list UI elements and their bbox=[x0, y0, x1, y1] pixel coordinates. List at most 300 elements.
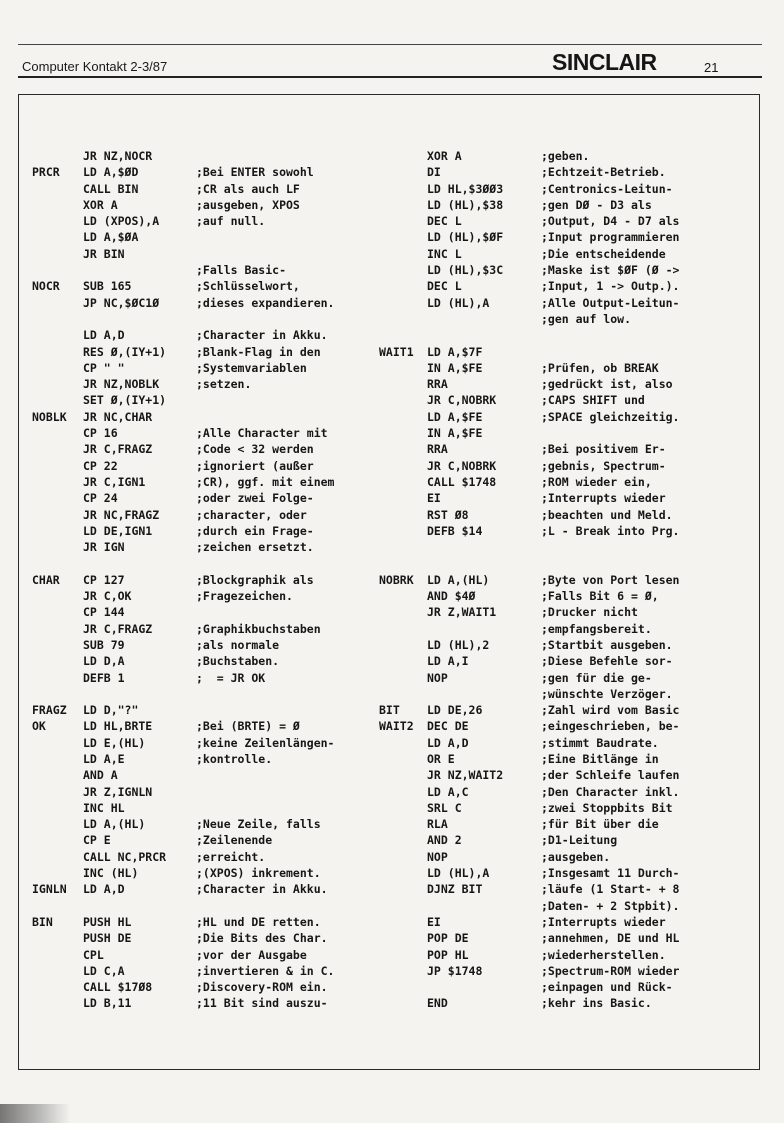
code-line bbox=[32, 507, 372, 523]
code-instruction: AND A bbox=[83, 768, 118, 783]
code-instruction: LD D,"?" bbox=[83, 703, 139, 718]
code-label: NOCR bbox=[32, 279, 60, 294]
code-instruction: LD A,C bbox=[427, 784, 469, 799]
code-line bbox=[32, 963, 372, 979]
code-instruction: LD (HL),A bbox=[427, 866, 490, 881]
code-comment: ;empfangsbereit. bbox=[541, 621, 652, 636]
code-comment: ;Zeilenende bbox=[196, 833, 273, 848]
code-line bbox=[379, 621, 749, 637]
code-line bbox=[379, 392, 749, 408]
code-instruction: JR Z,WAIT1 bbox=[427, 605, 497, 620]
code-line bbox=[379, 767, 749, 783]
code-comment: ;character, oder bbox=[196, 507, 307, 522]
code-comment: ;keine Zeilenlängen- bbox=[196, 735, 335, 750]
code-instruction: LD (HL),A bbox=[427, 295, 490, 310]
code-instruction: DEC L bbox=[427, 279, 462, 294]
code-instruction: NOP bbox=[427, 670, 448, 685]
code-instruction: CP 144 bbox=[83, 605, 125, 620]
code-line bbox=[379, 963, 749, 979]
code-comment: ;Die Bits des Char. bbox=[196, 931, 328, 946]
code-instruction: LD A,$7F bbox=[427, 344, 483, 359]
code-line bbox=[32, 278, 372, 294]
code-comment: ;ignoriert (außer bbox=[196, 458, 314, 473]
code-comment: ;wiederherstellen. bbox=[541, 947, 666, 962]
code-comment: ;Maske ist $ØF (Ø -> bbox=[541, 263, 680, 278]
code-line bbox=[379, 849, 749, 865]
code-comment: ;Falls Bit 6 = Ø, bbox=[541, 589, 659, 604]
code-line bbox=[32, 409, 372, 425]
code-instruction: LD D,A bbox=[83, 654, 125, 669]
code-comment: ;Systemvariablen bbox=[196, 360, 307, 375]
code-comment: ;Bei (BRTE) = Ø bbox=[196, 719, 300, 734]
code-instruction: RST Ø8 bbox=[427, 507, 469, 522]
code-comment: ;setzen. bbox=[196, 377, 252, 392]
code-instruction: LD A,(HL) bbox=[427, 572, 490, 587]
code-line bbox=[379, 474, 749, 490]
code-comment: ;zeichen ersetzt. bbox=[196, 540, 314, 555]
code-comment: ;(XPOS) inkrement. bbox=[196, 866, 321, 881]
code-instruction: DJNZ BIT bbox=[427, 882, 483, 897]
code-instruction: LD A,E bbox=[83, 751, 125, 766]
code-line bbox=[32, 718, 372, 734]
code-comment: ;Interrupts wieder bbox=[541, 491, 666, 506]
code-instruction: JR C,NOBRK bbox=[427, 458, 497, 473]
code-line bbox=[379, 816, 749, 832]
code-instruction: LD E,(HL) bbox=[83, 735, 146, 750]
code-instruction: EI bbox=[427, 491, 441, 506]
code-instruction: XOR A bbox=[427, 149, 462, 163]
code-instruction: CP " " bbox=[83, 360, 125, 375]
code-comment: ;Neue Zeile, falls bbox=[196, 817, 321, 832]
code-comment: ;Discovery-ROM ein. bbox=[196, 980, 328, 995]
code-instruction: NOP bbox=[427, 849, 448, 864]
code-line bbox=[32, 441, 372, 457]
code-instruction: LD HL,$3ØØ3 bbox=[427, 181, 504, 196]
code-comment: ;als normale bbox=[196, 637, 280, 652]
code-line bbox=[379, 458, 749, 474]
code-comment: ;Startbit ausgeben. bbox=[541, 637, 673, 652]
code-comment: ;Output, D4 - D7 als bbox=[541, 214, 680, 229]
scan-shadow bbox=[0, 1104, 70, 1123]
code-instruction: LD C,A bbox=[83, 963, 125, 978]
code-comment: ;Byte von Port lesen bbox=[541, 572, 680, 587]
code-line bbox=[379, 751, 749, 767]
code-instruction: CP 127 bbox=[83, 572, 125, 587]
code-line bbox=[379, 262, 749, 278]
code-line bbox=[32, 229, 372, 245]
code-comment: ;L - Break into Prg. bbox=[541, 523, 680, 538]
code-line bbox=[379, 947, 749, 963]
code-instruction: JR C,FRAGZ bbox=[83, 621, 153, 636]
code-instruction: LD DE,26 bbox=[427, 703, 483, 718]
code-instruction: LD (HL),2 bbox=[427, 637, 490, 652]
code-comment: ;Diese Befehle sor- bbox=[541, 654, 673, 669]
code-instruction: JR Z,IGNLN bbox=[83, 784, 153, 799]
code-comment: ;Character in Akku. bbox=[196, 882, 328, 897]
code-comment: ;Code < 32 werden bbox=[196, 442, 314, 457]
code-line bbox=[32, 670, 372, 686]
code-comment: ;Spectrum-ROM wieder bbox=[541, 963, 680, 978]
code-line bbox=[379, 588, 749, 604]
code-comment: ;SPACE gleichzeitig. bbox=[541, 409, 680, 424]
code-line bbox=[379, 718, 749, 734]
code-comment: ;Prüfen, ob BREAK bbox=[541, 360, 659, 375]
listing-column-left bbox=[32, 148, 372, 1012]
code-comment: ;gen für die ge- bbox=[541, 670, 652, 685]
code-line bbox=[32, 474, 372, 490]
code-line bbox=[379, 686, 749, 702]
code-instruction: JR C,FRAGZ bbox=[83, 442, 153, 457]
code-comment: ;Input programmieren bbox=[541, 230, 680, 245]
code-comment: ;CR als auch LF bbox=[196, 181, 300, 196]
code-line bbox=[32, 376, 372, 392]
code-comment: ;dieses expandieren. bbox=[196, 295, 335, 310]
code-line bbox=[379, 930, 749, 946]
code-instruction: LD HL,BRTE bbox=[83, 719, 153, 734]
code-instruction: LD A,$ØD bbox=[83, 165, 139, 180]
code-comment: ;stimmt Baudrate. bbox=[541, 735, 659, 750]
code-label: WAIT2 bbox=[379, 719, 414, 734]
code-line bbox=[32, 865, 372, 881]
code-instruction: LD DE,IGN1 bbox=[83, 523, 153, 538]
code-instruction: DEFB $14 bbox=[427, 523, 483, 538]
code-line bbox=[379, 702, 749, 718]
code-instruction: SUB 165 bbox=[83, 279, 132, 294]
code-comment: ;Den Character inkl. bbox=[541, 784, 680, 799]
code-line bbox=[32, 930, 372, 946]
code-instruction: CP 22 bbox=[83, 458, 118, 473]
code-instruction: INC HL bbox=[83, 800, 125, 815]
code-comment: ;erreicht. bbox=[196, 849, 266, 864]
code-instruction: POP HL bbox=[427, 947, 469, 962]
code-comment: ;durch ein Frage- bbox=[196, 523, 314, 538]
code-line bbox=[32, 604, 372, 620]
code-comment: ;Zahl wird vom Basic bbox=[541, 703, 680, 718]
code-comment: ;kehr ins Basic. bbox=[541, 996, 652, 1011]
code-instruction: CALL NC,PRCR bbox=[83, 849, 167, 864]
code-label: PRCR bbox=[32, 165, 60, 180]
code-instruction: DI bbox=[427, 165, 441, 180]
code-line bbox=[32, 995, 372, 1011]
code-line bbox=[379, 637, 749, 653]
code-instruction: PUSH DE bbox=[83, 931, 132, 946]
code-comment: ;der Schleife laufen bbox=[541, 768, 680, 783]
code-line bbox=[32, 767, 372, 783]
code-instruction: AND 2 bbox=[427, 833, 462, 848]
code-instruction: DEC DE bbox=[427, 719, 469, 734]
code-line bbox=[32, 914, 372, 930]
code-line bbox=[379, 914, 749, 930]
publication-title: Computer Kontakt 2-3/87 bbox=[22, 59, 168, 74]
code-line bbox=[379, 311, 749, 327]
code-comment: ;ausgeben, XPOS bbox=[196, 197, 300, 212]
code-line bbox=[379, 441, 749, 457]
code-instruction: DEFB 1 bbox=[83, 670, 125, 685]
code-comment: ;kontrolle. bbox=[196, 751, 273, 766]
code-comment: ;zwei Stoppbits Bit bbox=[541, 800, 673, 815]
code-comment: ;Schlüsselwort, bbox=[196, 279, 300, 294]
code-line bbox=[379, 735, 749, 751]
code-line bbox=[32, 947, 372, 963]
code-comment: ;Alle Character mit bbox=[196, 426, 328, 441]
code-instruction: LD A,D bbox=[83, 328, 125, 343]
code-instruction: JP NC,$ØC1Ø bbox=[83, 295, 160, 310]
code-line bbox=[379, 181, 749, 197]
code-comment: ;D1-Leitung bbox=[541, 833, 618, 848]
top-rule bbox=[18, 44, 762, 45]
code-instruction: LD (HL),$3C bbox=[427, 263, 504, 278]
code-instruction: SET Ø,(IY+1) bbox=[83, 393, 167, 408]
code-comment: ;gen auf low. bbox=[541, 311, 632, 326]
code-line bbox=[379, 832, 749, 848]
code-comment: ;oder zwei Folge- bbox=[196, 491, 314, 506]
code-instruction: RLA bbox=[427, 817, 448, 832]
code-comment: ;Echtzeit-Betrieb. bbox=[541, 165, 666, 180]
code-label: WAIT1 bbox=[379, 344, 414, 359]
code-line bbox=[379, 213, 749, 229]
code-comment: ;ROM wieder ein, bbox=[541, 474, 652, 489]
code-line bbox=[32, 832, 372, 848]
code-comment: ;CR), ggf. mit einem bbox=[196, 474, 335, 489]
code-line bbox=[32, 181, 372, 197]
code-instruction: CALL $1748 bbox=[427, 474, 497, 489]
code-line bbox=[32, 979, 372, 995]
code-instruction: EI bbox=[427, 914, 441, 929]
code-instruction: JP $1748 bbox=[427, 963, 483, 978]
code-line bbox=[32, 360, 372, 376]
code-instruction: LD A,I bbox=[427, 654, 469, 669]
brand-heading: SINCLAIR bbox=[552, 49, 657, 75]
code-line bbox=[32, 523, 372, 539]
code-line bbox=[32, 197, 372, 213]
code-line bbox=[32, 849, 372, 865]
code-label: CHAR bbox=[32, 572, 60, 587]
code-line bbox=[379, 555, 749, 571]
code-instruction: JR NZ,WAIT2 bbox=[427, 768, 504, 783]
code-line bbox=[379, 344, 749, 360]
code-comment: ;Bei positivem Er- bbox=[541, 442, 666, 457]
code-line bbox=[379, 572, 749, 588]
code-comment: ;Drucker nicht bbox=[541, 605, 638, 620]
code-comment: ;Input, 1 -> Outp.). bbox=[541, 279, 680, 294]
code-comment: ;geben. bbox=[541, 149, 590, 163]
code-comment: ;Graphikbuchstaben bbox=[196, 621, 321, 636]
code-comment: ;Blockgraphik als bbox=[196, 572, 314, 587]
code-line bbox=[32, 898, 372, 914]
code-instruction: JR IGN bbox=[83, 540, 125, 555]
code-label: OK bbox=[32, 719, 46, 734]
code-instruction: IN A,$FE bbox=[427, 360, 483, 375]
code-line bbox=[32, 262, 372, 278]
code-comment: ;auf null. bbox=[196, 214, 266, 229]
code-comment: ;Die entscheidende bbox=[541, 246, 666, 261]
code-line bbox=[32, 425, 372, 441]
code-instruction: LD A,$FE bbox=[427, 409, 483, 424]
code-instruction: INC (HL) bbox=[83, 866, 139, 881]
code-comment: ;gen DØ - D3 als bbox=[541, 197, 652, 212]
listing-column-right bbox=[379, 148, 749, 1012]
code-instruction: LD (HL),$ØF bbox=[427, 230, 504, 245]
code-comment: ;HL und DE retten. bbox=[196, 914, 321, 929]
code-comment: ;Blank-Flag in den bbox=[196, 344, 321, 359]
code-line bbox=[379, 670, 749, 686]
code-line bbox=[379, 898, 749, 914]
code-instruction: LD A,D bbox=[83, 882, 125, 897]
code-instruction: END bbox=[427, 996, 448, 1011]
code-line bbox=[379, 148, 749, 164]
code-line bbox=[32, 164, 372, 180]
code-line bbox=[32, 751, 372, 767]
code-comment: ;11 Bit sind auszu- bbox=[196, 996, 328, 1011]
code-line bbox=[32, 702, 372, 718]
code-line bbox=[379, 784, 749, 800]
code-line bbox=[379, 164, 749, 180]
code-instruction: RES Ø,(IY+1) bbox=[83, 344, 167, 359]
code-instruction: POP DE bbox=[427, 931, 469, 946]
code-comment: ;annehmen, DE und HL bbox=[541, 931, 680, 946]
page-number: 21 bbox=[704, 60, 719, 75]
code-comment: ;Insgesamt 11 Durch- bbox=[541, 866, 680, 881]
code-line bbox=[32, 311, 372, 327]
code-line bbox=[32, 653, 372, 669]
code-instruction: IN A,$FE bbox=[427, 426, 483, 441]
code-comment: ;Daten- + 2 Stpbit). bbox=[541, 898, 680, 913]
code-line bbox=[379, 197, 749, 213]
code-line bbox=[379, 327, 749, 343]
code-instruction: LD A,D bbox=[427, 735, 469, 750]
code-instruction: CP 24 bbox=[83, 491, 118, 506]
code-line bbox=[32, 555, 372, 571]
code-instruction: AND $4Ø bbox=[427, 589, 476, 604]
code-comment: ;Falls Basic- bbox=[196, 263, 287, 278]
code-line bbox=[379, 604, 749, 620]
code-instruction: CPL bbox=[83, 947, 104, 962]
code-label: BIN bbox=[32, 914, 53, 929]
code-label: NOBLK bbox=[32, 409, 67, 424]
code-comment: ;Fragezeichen. bbox=[196, 589, 293, 604]
code-line bbox=[32, 213, 372, 229]
code-instruction: JR C,OK bbox=[83, 589, 132, 604]
code-line bbox=[379, 653, 749, 669]
code-line bbox=[32, 637, 372, 653]
code-comment: ;Buchstaben. bbox=[196, 654, 280, 669]
code-instruction: CALL $17Ø8 bbox=[83, 980, 153, 995]
code-comment: ;Bei ENTER sowohl bbox=[196, 165, 314, 180]
code-line bbox=[32, 621, 372, 637]
code-instruction: JR BIN bbox=[83, 246, 125, 261]
code-line bbox=[379, 360, 749, 376]
code-instruction: CP E bbox=[83, 833, 111, 848]
code-instruction: JR NC,FRAGZ bbox=[83, 507, 160, 522]
code-instruction: JR NZ,NOCR bbox=[83, 149, 153, 163]
code-instruction: JR NZ,NOBLK bbox=[83, 377, 160, 392]
code-line bbox=[32, 735, 372, 751]
code-instruction: LD (HL),$38 bbox=[427, 197, 504, 212]
code-comment: ;wünschte Verzöger. bbox=[541, 686, 673, 701]
code-line bbox=[379, 278, 749, 294]
code-line bbox=[379, 246, 749, 262]
code-comment: ;einpagen und Rück- bbox=[541, 980, 673, 995]
code-comment: ;gedrückt ist, also bbox=[541, 377, 673, 392]
code-comment: ;CAPS SHIFT und bbox=[541, 393, 645, 408]
code-comment: ;Centronics-Leitun- bbox=[541, 181, 673, 196]
code-line bbox=[379, 490, 749, 506]
code-instruction: CP 16 bbox=[83, 426, 118, 441]
code-line bbox=[379, 865, 749, 881]
code-line bbox=[32, 539, 372, 555]
code-line bbox=[32, 588, 372, 604]
code-line bbox=[32, 686, 372, 702]
code-comment: ;Interrupts wieder bbox=[541, 914, 666, 929]
code-comment: ;ausgeben. bbox=[541, 849, 611, 864]
code-comment: ;invertieren & in C. bbox=[196, 963, 335, 978]
code-line bbox=[32, 881, 372, 897]
code-line bbox=[379, 295, 749, 311]
code-instruction: JR NC,CHAR bbox=[83, 409, 153, 424]
code-instruction: SUB 79 bbox=[83, 637, 125, 652]
code-line bbox=[379, 507, 749, 523]
header-rule bbox=[18, 76, 762, 78]
code-line bbox=[379, 523, 749, 539]
code-line bbox=[32, 246, 372, 262]
code-line bbox=[379, 881, 749, 897]
code-line bbox=[379, 229, 749, 245]
code-line bbox=[379, 979, 749, 995]
code-instruction: RRA bbox=[427, 377, 448, 392]
code-line bbox=[32, 490, 372, 506]
code-comment: ;Character in Akku. bbox=[196, 328, 328, 343]
code-line bbox=[32, 327, 372, 343]
code-instruction: DEC L bbox=[427, 214, 462, 229]
code-comment: ;gebnis, Spectrum- bbox=[541, 458, 666, 473]
code-instruction: OR E bbox=[427, 751, 455, 766]
code-line bbox=[379, 995, 749, 1011]
code-line bbox=[32, 800, 372, 816]
code-line bbox=[32, 148, 372, 164]
code-instruction: CALL BIN bbox=[83, 181, 139, 196]
code-comment: ;für Bit über die bbox=[541, 817, 659, 832]
code-label: IGNLN bbox=[32, 882, 67, 897]
code-line bbox=[32, 816, 372, 832]
code-instruction: LD (XPOS),A bbox=[83, 214, 160, 229]
code-instruction: JR C,IGN1 bbox=[83, 474, 146, 489]
code-comment: ;Eine Bitlänge in bbox=[541, 751, 659, 766]
code-label: NOBRK bbox=[379, 572, 414, 587]
code-line bbox=[379, 539, 749, 555]
code-line bbox=[32, 392, 372, 408]
code-line bbox=[32, 458, 372, 474]
code-line bbox=[32, 784, 372, 800]
code-instruction: PUSH HL bbox=[83, 914, 132, 929]
code-instruction: XOR A bbox=[83, 197, 118, 212]
code-comment: ;eingeschrieben, be- bbox=[541, 719, 680, 734]
code-line bbox=[32, 344, 372, 360]
code-instruction: LD A,(HL) bbox=[83, 817, 146, 832]
code-instruction: LD A,$ØA bbox=[83, 230, 139, 245]
code-comment: ; = JR OK bbox=[196, 670, 266, 685]
code-comment: ;Alle Output-Leitun- bbox=[541, 295, 680, 310]
code-label: BIT bbox=[379, 703, 400, 718]
code-line bbox=[379, 425, 749, 441]
code-comment: ;beachten und Meld. bbox=[541, 507, 673, 522]
code-line bbox=[379, 800, 749, 816]
code-comment: ;vor der Ausgabe bbox=[196, 947, 307, 962]
code-instruction: INC L bbox=[427, 246, 462, 261]
code-instruction: SRL C bbox=[427, 800, 462, 815]
code-line bbox=[32, 572, 372, 588]
code-line bbox=[379, 376, 749, 392]
code-instruction: JR C,NOBRK bbox=[427, 393, 497, 408]
